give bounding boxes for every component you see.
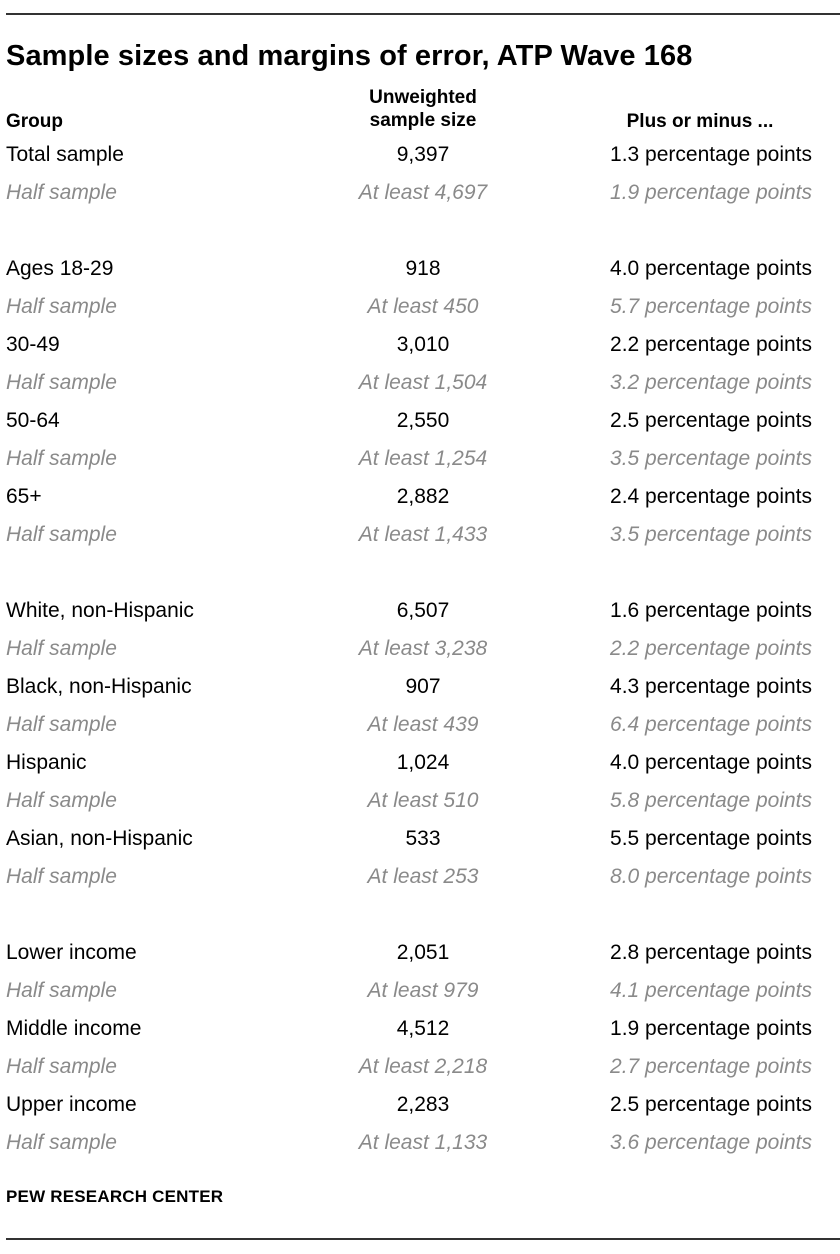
group-cell: Half sample xyxy=(6,1131,117,1154)
margin-of-error-cell: 1.6 percentage points xyxy=(610,599,812,622)
source-label: PEW RESEARCH CENTER xyxy=(6,1187,224,1206)
table-body xyxy=(0,136,840,1162)
group-cell: Half sample xyxy=(6,789,117,812)
group-cell: Half sample xyxy=(6,979,117,1002)
sample-size-cell: 9,397 xyxy=(396,143,450,166)
sample-size-cell: 2,882 xyxy=(396,485,450,508)
group-cell: Half sample xyxy=(6,637,117,660)
group-cell: White, non-Hispanic xyxy=(6,599,194,622)
table-row xyxy=(0,402,840,440)
sample-size-cell: At least 450 xyxy=(367,295,479,318)
group-cell: 65+ xyxy=(6,485,42,508)
group-cell: 30-49 xyxy=(6,333,60,356)
margin-of-error-cell: 5.5 percentage points xyxy=(610,827,812,850)
sample-size-cell: At least 253 xyxy=(367,865,479,888)
margin-of-error-cell: 1.3 percentage points xyxy=(610,143,812,166)
margin-of-error-cell: 2.4 percentage points xyxy=(610,485,812,508)
group-cell: Total sample xyxy=(6,143,124,166)
half-sample-row xyxy=(0,972,840,1010)
column-header-group: Group xyxy=(6,111,63,132)
table-row xyxy=(0,250,840,288)
column-header-sample-size-line2: sample size xyxy=(369,110,477,131)
margin-of-error-cell: 1.9 percentage points xyxy=(610,181,812,204)
half-sample-row xyxy=(0,174,840,212)
margin-of-error-cell: 3.5 percentage points xyxy=(610,523,812,546)
group-cell: Half sample xyxy=(6,865,117,888)
margin-of-error-cell: 3.2 percentage points xyxy=(610,371,812,394)
group-cell: Ages 18-29 xyxy=(6,257,114,280)
group-cell: Half sample xyxy=(6,523,117,546)
table-row xyxy=(0,744,840,782)
sample-size-cell: 2,283 xyxy=(396,1093,450,1116)
half-sample-row xyxy=(0,858,840,896)
half-sample-row xyxy=(0,706,840,744)
margin-of-error-cell: 4.0 percentage points xyxy=(610,257,812,280)
group-cell: Lower income xyxy=(6,941,137,964)
sample-size-cell: 3,010 xyxy=(396,333,450,356)
group-cell: Black, non-Hispanic xyxy=(6,675,192,698)
group-cell: 50-64 xyxy=(6,409,60,432)
sample-size-cell: 533 xyxy=(405,827,441,850)
table-row xyxy=(0,1010,840,1048)
sample-size-cell: At least 1,133 xyxy=(358,1131,488,1154)
margin-of-error-cell: 2.2 percentage points xyxy=(610,637,812,660)
table-row xyxy=(0,592,840,630)
half-sample-row xyxy=(0,1124,840,1162)
table-row xyxy=(0,820,840,858)
sample-size-cell: At least 1,504 xyxy=(358,371,488,394)
sample-size-cell: At least 510 xyxy=(367,789,479,812)
group-cell: Hispanic xyxy=(6,751,87,774)
margin-of-error-cell: 5.7 percentage points xyxy=(610,295,812,318)
table-row xyxy=(0,326,840,364)
margin-of-error-cell: 5.8 percentage points xyxy=(610,789,812,812)
group-cell: Half sample xyxy=(6,713,117,736)
margin-of-error-cell: 4.3 percentage points xyxy=(610,675,812,698)
sample-size-cell: At least 979 xyxy=(367,979,479,1002)
margin-of-error-cell: 2.7 percentage points xyxy=(610,1055,812,1078)
column-header-sample-size-line1: Unweighted xyxy=(369,87,477,108)
half-sample-row xyxy=(0,364,840,402)
sample-size-cell: At least 1,254 xyxy=(358,447,488,470)
column-header-margin-of-error: Plus or minus ... xyxy=(626,111,774,132)
group-cell: Half sample xyxy=(6,295,117,318)
margin-of-error-cell: 2.2 percentage points xyxy=(610,333,812,356)
sample-size-cell: 2,550 xyxy=(396,409,450,432)
sample-size-cell: 4,512 xyxy=(396,1017,450,1040)
table-row xyxy=(0,668,840,706)
half-sample-row xyxy=(0,782,840,820)
half-sample-row xyxy=(0,516,840,554)
sample-size-cell: At least 3,238 xyxy=(358,637,488,660)
table-header xyxy=(0,86,840,134)
sample-size-cell: At least 439 xyxy=(367,713,479,736)
half-sample-row xyxy=(0,630,840,668)
group-cell: Half sample xyxy=(6,1055,117,1078)
group-cell: Half sample xyxy=(6,447,117,470)
column-header-sample-size xyxy=(323,86,523,132)
half-sample-row xyxy=(0,1048,840,1086)
margin-of-error-cell: 2.5 percentage points xyxy=(610,1093,812,1116)
margin-of-error-cell: 8.0 percentage points xyxy=(610,865,812,888)
group-cell: Upper income xyxy=(6,1093,137,1116)
margin-of-error-cell: 4.1 percentage points xyxy=(610,979,812,1002)
group-cell: Middle income xyxy=(6,1017,142,1040)
sample-size-cell: 907 xyxy=(405,675,441,698)
sample-size-cell: 6,507 xyxy=(396,599,450,622)
margin-of-error-cell: 2.8 percentage points xyxy=(610,941,812,964)
margin-of-error-cell: 3.5 percentage points xyxy=(610,447,812,470)
sample-size-cell: At least 2,218 xyxy=(358,1055,488,1078)
sample-size-cell: 2,051 xyxy=(396,941,450,964)
group-cell: Half sample xyxy=(6,181,117,204)
margin-of-error-cell: 2.5 percentage points xyxy=(610,409,812,432)
margin-of-error-cell: 3.6 percentage points xyxy=(610,1131,812,1154)
top-rule xyxy=(6,13,840,15)
table-row xyxy=(0,478,840,516)
half-sample-row xyxy=(0,440,840,478)
page-title: Sample sizes and margins of error, ATP Wave 168 xyxy=(6,40,693,72)
table-row xyxy=(0,136,840,174)
bottom-rule xyxy=(6,1238,840,1240)
table-row xyxy=(0,1086,840,1124)
half-sample-row xyxy=(0,288,840,326)
group-cell: Half sample xyxy=(6,371,117,394)
group-cell: Asian, non-Hispanic xyxy=(6,827,193,850)
table-row xyxy=(0,934,840,972)
sample-size-cell: At least 4,697 xyxy=(358,181,488,204)
margin-of-error-cell: 4.0 percentage points xyxy=(610,751,812,774)
margin-of-error-cell: 1.9 percentage points xyxy=(610,1017,812,1040)
margin-of-error-cell: 6.4 percentage points xyxy=(610,713,812,736)
sample-size-cell: At least 1,433 xyxy=(358,523,488,546)
sample-size-cell: 918 xyxy=(405,257,441,280)
sample-size-cell: 1,024 xyxy=(396,751,450,774)
